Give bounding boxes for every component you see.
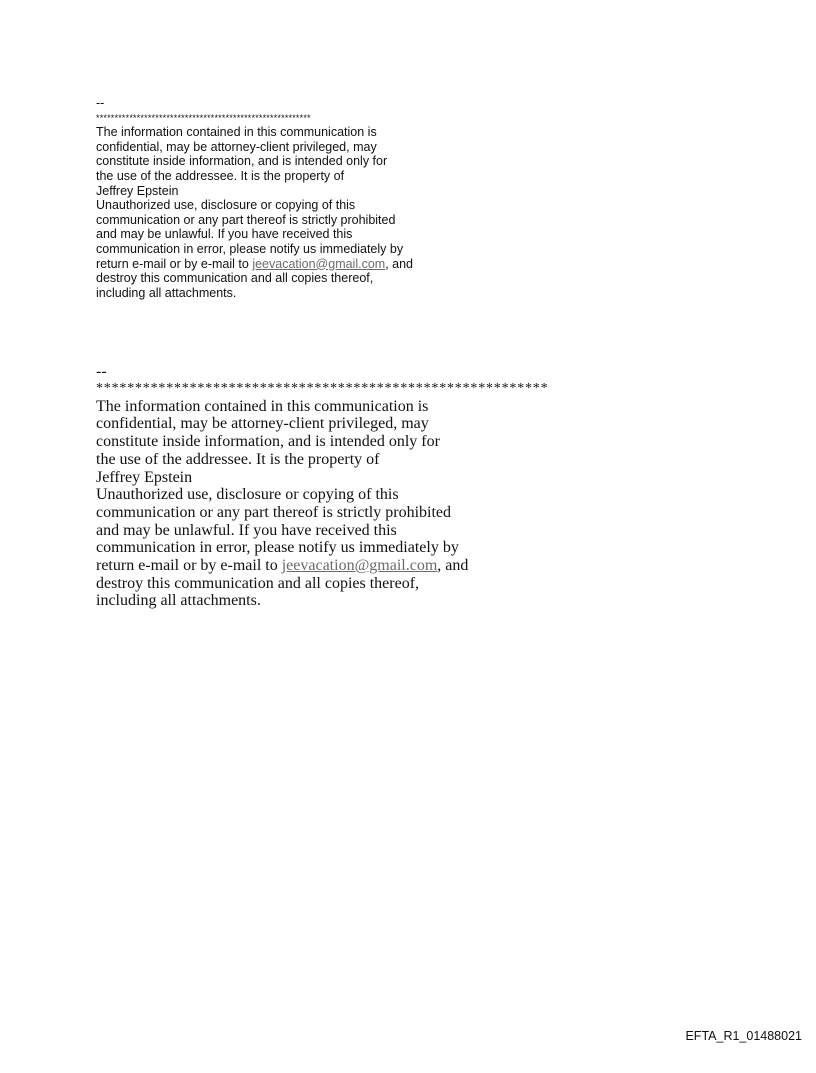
disclaimer-line: the use of the addressee. It is the property of bbox=[96, 450, 380, 468]
disclaimer-line: The information contained in this communication is bbox=[96, 397, 429, 415]
email-line bbox=[96, 257, 576, 272]
email-line-suffix: , and bbox=[385, 256, 414, 271]
email-link[interactable]: jeevacation@gmail.com bbox=[252, 256, 386, 271]
email-line bbox=[96, 557, 656, 575]
disclaimer-line: Unauthorized use, disclosure or copying of this bbox=[96, 198, 356, 213]
disclaimer-line: communication in error, please notify us immediately by bbox=[96, 539, 459, 557]
asterisk-rule: ********************************************************** bbox=[96, 380, 549, 396]
disclaimer-line: Jeffrey Epstein bbox=[96, 468, 193, 486]
disclaimer-line: destroy this communication and all copies thereof, bbox=[96, 574, 420, 592]
disclaimer-line: confidential, may be attorney-client privileged, may bbox=[96, 139, 377, 154]
asterisk-rule: ********************************************************** bbox=[96, 112, 311, 123]
disclaimer-line: Unauthorized use, disclosure or copying of this bbox=[96, 486, 399, 504]
disclaimer-line: constitute inside information, and is intended only for bbox=[96, 433, 440, 451]
disclaimer-line: The information contained in this communication is bbox=[96, 125, 377, 140]
email-line-prefix: return e-mail or by e-mail to bbox=[96, 256, 253, 271]
disclaimer-line: communication or any part thereof is strictly prohibited bbox=[96, 503, 452, 521]
disclaimer-line: Jeffrey Epstein bbox=[96, 183, 179, 198]
disclaimer-line: including all attachments. bbox=[96, 592, 261, 610]
disclaimer-line: confidential, may be attorney-client privileged, may bbox=[96, 415, 429, 433]
email-line-suffix: , and bbox=[437, 557, 469, 575]
disclaimer-line: and may be unlawful. If you have received this bbox=[96, 227, 353, 242]
email-line-prefix: return e-mail or by e-mail to bbox=[96, 557, 282, 575]
disclaimer-block-serif bbox=[96, 363, 656, 610]
disclaimer-line: the use of the addressee. It is the property of bbox=[96, 168, 345, 183]
document-id: EFTA_R1_01488021 bbox=[685, 1029, 802, 1043]
disclaimer-line: destroy this communication and all copies thereof, bbox=[96, 271, 374, 286]
disclaimer-line: communication or any part thereof is strictly prohibited bbox=[96, 212, 396, 227]
separator: -- bbox=[96, 363, 107, 380]
disclaimer-line: and may be unlawful. If you have received this bbox=[96, 521, 397, 539]
disclaimer-line: including all attachments. bbox=[96, 285, 237, 300]
disclaimer-block-sans bbox=[96, 96, 576, 300]
disclaimer-line: constitute inside information, and is intended only for bbox=[96, 154, 388, 169]
disclaimer-line: communication in error, please notify us immediately by bbox=[96, 241, 404, 256]
email-link[interactable]: jeevacation@gmail.com bbox=[281, 557, 438, 575]
separator: -- bbox=[96, 96, 105, 110]
